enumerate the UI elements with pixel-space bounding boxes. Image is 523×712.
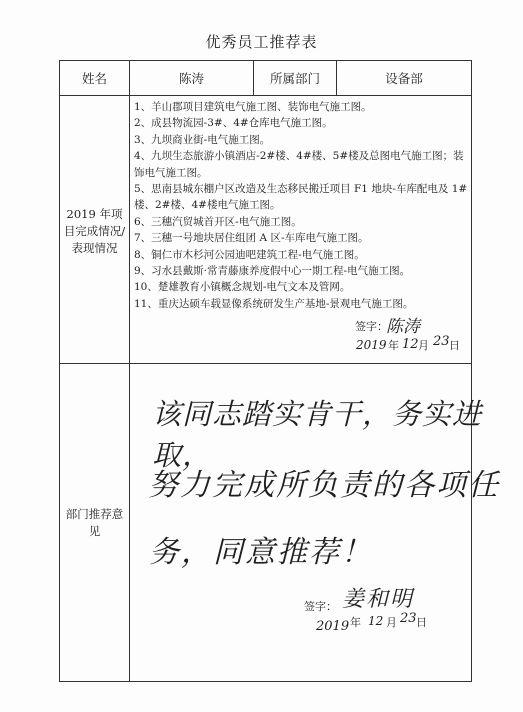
signature-label: 签字： (355, 320, 388, 333)
name-value: 陈涛 (178, 71, 204, 86)
date-month-unit: 月 (386, 616, 397, 629)
list-item: 2、成县物流园-3#、4#仓库电气施工图。 (134, 117, 333, 130)
list-item: 4、九坝生态旅游小镇酒店-2#楼、4#楼、5#楼及总图电气施工图；装饰电气施工图。 (134, 150, 464, 179)
date-year-unit: 年 (388, 339, 399, 352)
date-day-unit: 日 (449, 339, 460, 352)
date-month: 12 (402, 337, 419, 352)
list-item: 6、三穗汽贸城首开区-电气施工图。 (134, 215, 302, 228)
name-label: 姓名 (81, 71, 107, 86)
list-item: 5、思南县城东棚户区改造及生态移民搬迁项目 F1 地块-车库配电及 1#楼、2#楼、4#楼电气施工图。 (134, 183, 468, 212)
date-month-unit: 月 (418, 339, 429, 352)
list-item: 9、习水县戴斯·常青藤康养度假中心一期工程-电气施工图。 (134, 265, 411, 278)
performance-list (134, 99, 468, 312)
list-item: 1、羊山郡项目建筑电气施工图、装饰电气施工图。 (134, 101, 372, 113)
list-item: 11、重庆达硕车载显像系统研发生产基地-景观电气施工图。 (134, 297, 414, 310)
list-item: 3、九坝商业街-电气施工图。 (134, 133, 271, 146)
form-title: 优秀员工推荐表 (205, 33, 318, 51)
list-item: 8、铜仁市木杉河公园迪吧建筑工程-电气施工图。 (134, 248, 365, 261)
date-year: 2019 (316, 619, 350, 634)
label-column-divider (129, 60, 130, 682)
table-border-left (59, 60, 60, 682)
employee-signature: 陈涛 (386, 317, 420, 337)
list-item: 7、三穗一号地块居住组团 A 区-车库电气施工图。 (134, 232, 369, 245)
table-border-bottom (59, 681, 472, 682)
dept-label: 所属部门 (269, 71, 320, 86)
recommendation-comment-line-1: 该同志踏实肯干，务实进取， (152, 397, 483, 472)
date-year-unit: 年 (350, 616, 361, 629)
recommendation-comment-line-2: 努力完成所负责的各项任 (148, 468, 500, 503)
dept-value: 设备部 (385, 71, 423, 86)
recommendation-comment-line-3: 务，同意推荐！ (149, 535, 373, 570)
table-border-right (471, 60, 472, 682)
date-month: 12 (368, 614, 384, 628)
signature-label: 签字： (304, 600, 337, 613)
date-day: 23 (400, 611, 417, 626)
date-day: 23 (433, 334, 450, 349)
list-item: 10、楚雄教育小镇概念规划-电气文本及管网。 (134, 281, 351, 294)
performance-label: 2019 年项目完成情况/表现情况 (63, 207, 126, 255)
department-signature: 姜和明 (342, 587, 415, 612)
date-day-unit: 日 (416, 616, 427, 629)
recommendation-label: 部门推荐意见 (65, 506, 124, 538)
date-year: 2019 (356, 338, 387, 352)
